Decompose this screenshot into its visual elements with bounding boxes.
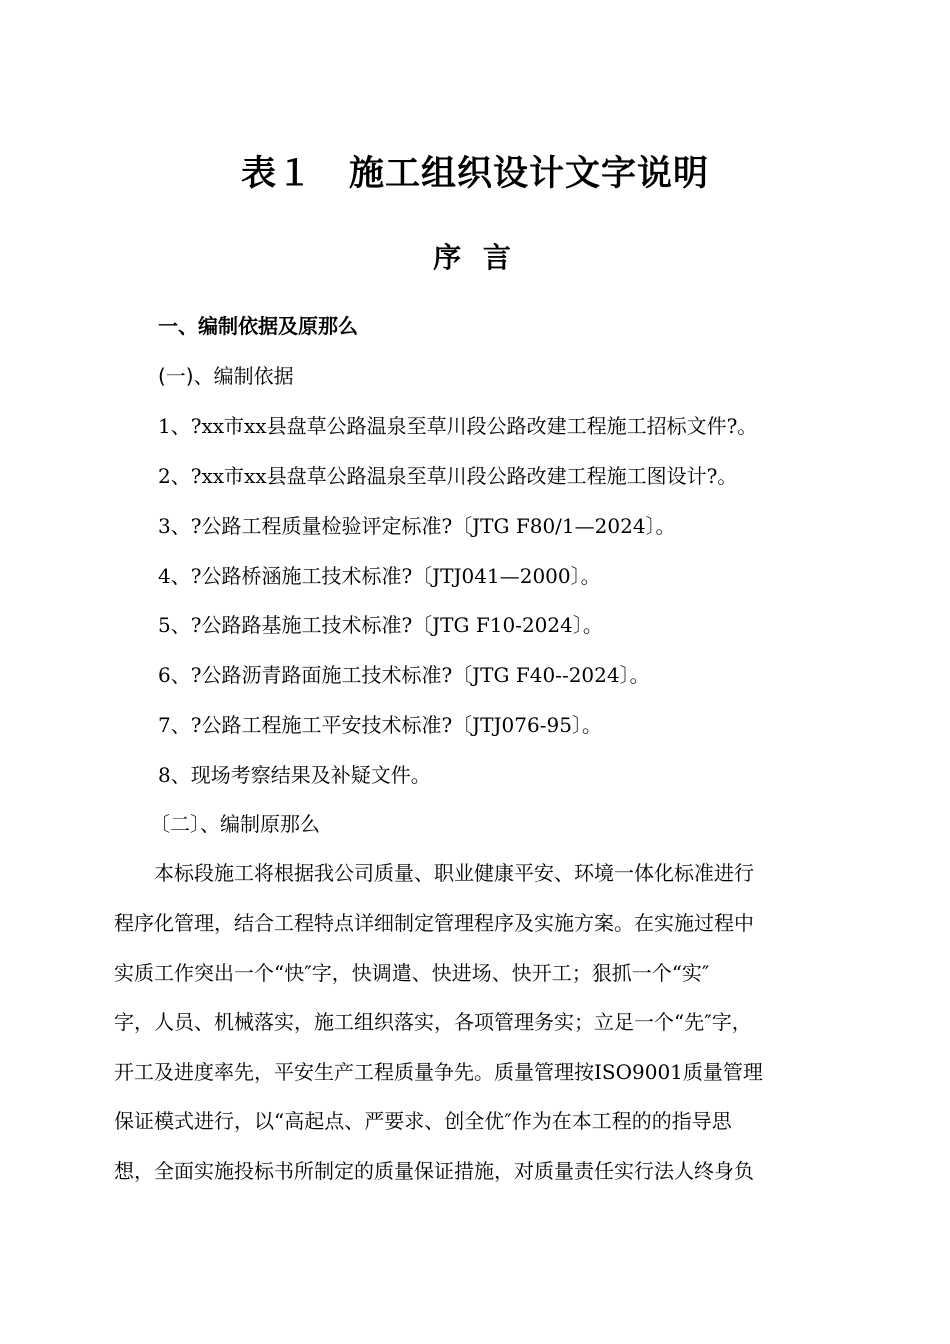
document-title: 表１ 施工组织设计文字说明: [240, 153, 709, 194]
basis-item: 6、?公路沥青路面施工技术标准?〔JTG F40--2024〕。: [158, 663, 650, 687]
paragraph-line: 想，全面实施投标书所制定的质量保证措施，对质量责任实行法人终身负: [114, 1159, 754, 1183]
basis-item: 2、?xx市xx县盘草公路温泉至草川段公路改建工程施工图设计?。: [158, 464, 738, 488]
sub-heading-principles: 〔二〕、编制原那么: [150, 812, 320, 836]
paragraph-line: 开工及进度率先，平安生产工程质量争先。质量管理按ISO9001质量管理: [114, 1060, 763, 1084]
basis-item: 4、?公路桥涵施工技术标准?〔JTJ041—2000〕。: [158, 564, 601, 588]
basis-item: 7、?公路工程施工平安技术标准?〔JTJ076-95〕。: [158, 713, 602, 737]
sub-heading-basis: (一)、编制依据: [158, 364, 294, 388]
basis-item: 3、?公路工程质量检验评定标准?〔JTG F80/1—2024〕。: [158, 514, 676, 538]
paragraph-line: 字，人员、机械落实，施工组织落实，各项管理务实；立足一个“先″字，: [114, 1010, 752, 1034]
paragraph-line: 程序化管理，结合工程特点详细制定管理程序及实施方案。在实施过程中: [114, 911, 754, 935]
document-subtitle: 序 言: [433, 241, 517, 274]
basis-item: 1、?xx市xx县盘草公路温泉至草川段公路改建工程施工招标文件?。: [158, 414, 758, 438]
basis-item: 5、?公路路基施工技术标准?〔JTG F10-2024〕。: [158, 613, 603, 637]
paragraph-line: 实质工作突出一个“快″字，快调遣、快进场、快开工；狠抓一个“实″: [114, 961, 710, 985]
paragraph-line: 本标段施工将根据我公司质量、职业健康平安、环境一体化标准进行: [114, 861, 754, 885]
section-heading: 一、编制依据及原那么: [158, 314, 358, 338]
basis-item: 8、现场考察结果及补疑文件。: [158, 763, 431, 787]
paragraph-line: 保证模式进行，以“高起点、严要求、创全优″作为在本工程的的指导思: [114, 1109, 732, 1133]
